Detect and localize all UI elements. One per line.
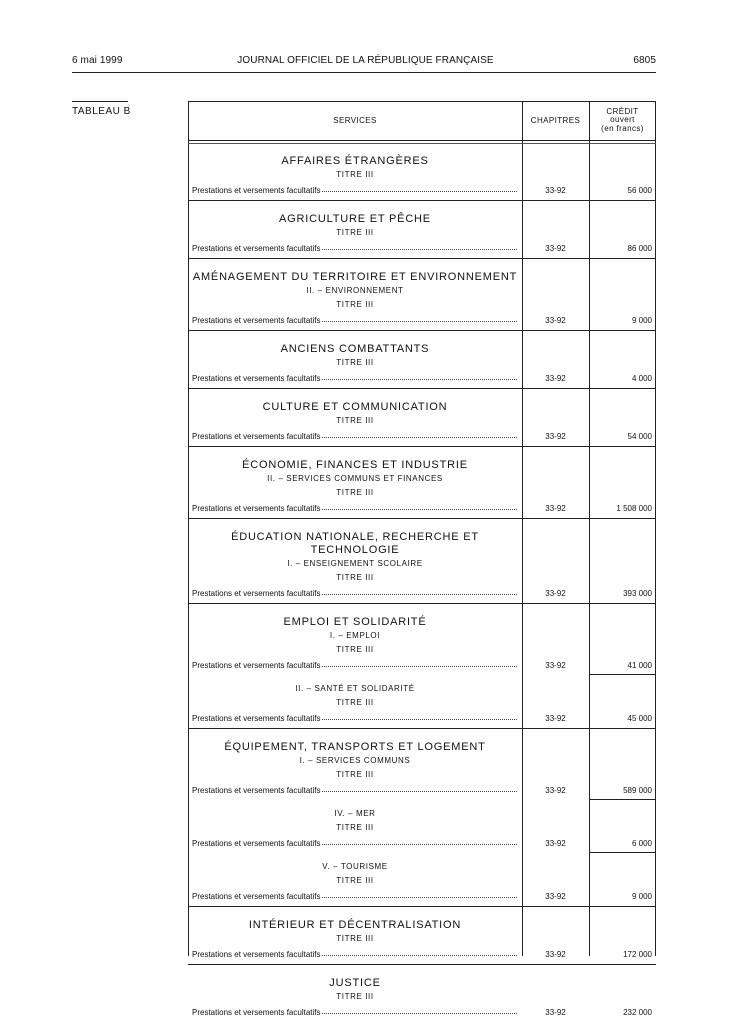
row-chapitre: 33-92 bbox=[545, 589, 566, 598]
leader-dots bbox=[322, 892, 518, 898]
section-subtitle: IV. – MER bbox=[334, 809, 376, 818]
row-credit: 86 000 bbox=[627, 244, 652, 253]
leader-dots bbox=[322, 1008, 518, 1014]
row-credit: 1 508 000 bbox=[616, 504, 652, 513]
row-label-text: Prestations et versements facultatifs bbox=[192, 661, 321, 670]
section-titre: TITRE III bbox=[336, 300, 374, 309]
row-label-text: Prestations et versements facultatifs bbox=[192, 432, 321, 441]
row-credit: 45 000 bbox=[627, 714, 652, 723]
section-titre: TITRE III bbox=[336, 876, 374, 885]
section-titre: TITRE III bbox=[336, 698, 374, 707]
leader-dots bbox=[322, 432, 518, 438]
row-label-text: Prestations et versements facultatifs bbox=[192, 316, 321, 325]
table-label: TABLEAU B bbox=[72, 106, 131, 117]
leader-dots bbox=[322, 786, 518, 792]
leader-dots bbox=[322, 589, 518, 595]
table-section bbox=[188, 853, 656, 907]
leader-dots bbox=[322, 244, 518, 250]
row-credit: 172 000 bbox=[623, 950, 652, 959]
row-credit: 9 000 bbox=[631, 316, 652, 325]
column-header-credit-line3: (en francs) bbox=[601, 123, 644, 133]
row-label-text: Prestations et versements facultatifs bbox=[192, 786, 321, 795]
table-row bbox=[188, 835, 656, 853]
row-label-text: Prestations et versements facultatifs bbox=[192, 504, 321, 513]
section-title: ANCIENS COMBATTANTS bbox=[280, 343, 430, 355]
header-rule bbox=[72, 72, 656, 73]
leader-dots bbox=[322, 661, 518, 667]
table-section bbox=[188, 331, 656, 389]
section-subtitle: II. – ENVIRONNEMENT bbox=[306, 286, 404, 295]
table-row bbox=[188, 710, 656, 728]
table-row bbox=[188, 500, 656, 518]
table-section bbox=[188, 201, 656, 259]
table-section bbox=[188, 519, 656, 604]
section-title: ÉDUCATION NATIONALE, RECHERCHE ET TECHNOLOGIE bbox=[231, 531, 479, 556]
row-label bbox=[192, 374, 518, 383]
row-credit: 41 000 bbox=[627, 661, 652, 670]
row-credit: 6 000 bbox=[631, 839, 652, 848]
row-label bbox=[192, 432, 518, 441]
row-label bbox=[192, 661, 518, 670]
row-label bbox=[192, 892, 518, 901]
table-row bbox=[188, 888, 656, 906]
row-label bbox=[192, 1008, 518, 1017]
column-header-credit-line1: CRÉDIT bbox=[606, 106, 639, 116]
leader-dots bbox=[322, 839, 518, 845]
row-chapitre: 33-92 bbox=[545, 244, 566, 253]
row-credit: 4 000 bbox=[631, 374, 652, 383]
row-credit: 232 000 bbox=[623, 1008, 652, 1017]
row-chapitre: 33-92 bbox=[545, 432, 566, 441]
table-section bbox=[188, 675, 656, 729]
leader-dots bbox=[322, 186, 518, 192]
row-label-text: Prestations et versements facultatifs bbox=[192, 950, 321, 959]
section-titre: TITRE III bbox=[336, 170, 374, 179]
row-label-text: Prestations et versements facultatifs bbox=[192, 839, 321, 848]
section-subtitle: I. – EMPLOI bbox=[329, 631, 381, 640]
section-title: JUSTICE bbox=[329, 977, 381, 989]
row-credit: 9 000 bbox=[631, 892, 652, 901]
header-divider bbox=[188, 140, 656, 141]
table-section bbox=[188, 965, 656, 1022]
row-chapitre: 33-92 bbox=[545, 374, 566, 383]
row-label bbox=[192, 316, 518, 325]
column-header-chapitres: CHAPITRES bbox=[530, 116, 581, 125]
table-row bbox=[188, 782, 656, 800]
section-titre: TITRE III bbox=[336, 358, 374, 367]
section-titre: TITRE III bbox=[336, 416, 374, 425]
row-label bbox=[192, 504, 518, 513]
leader-dots bbox=[322, 504, 518, 510]
section-titre: TITRE III bbox=[336, 823, 374, 832]
header-page-number: 6805 bbox=[633, 55, 656, 66]
header-date: 6 mai 1999 bbox=[72, 55, 123, 66]
row-label-text: Prestations et versements facultatifs bbox=[192, 1008, 321, 1017]
section-titre: TITRE III bbox=[336, 645, 374, 654]
section-title: EMPLOI ET SOLIDARITÉ bbox=[283, 616, 427, 628]
table-section bbox=[188, 447, 656, 519]
credits-table bbox=[188, 101, 656, 1017]
section-titre: TITRE III bbox=[336, 488, 374, 497]
section-title: ÉQUIPEMENT, TRANSPORTS ET LOGEMENT bbox=[224, 741, 486, 753]
row-credit: 589 000 bbox=[623, 786, 652, 795]
section-subtitle: I. – ENSEIGNEMENT SCOLAIRE bbox=[287, 559, 423, 568]
row-credit: 54 000 bbox=[627, 432, 652, 441]
row-credit: 393 000 bbox=[623, 589, 652, 598]
table-section bbox=[188, 907, 656, 965]
table-section bbox=[188, 729, 656, 800]
row-chapitre: 33-92 bbox=[545, 504, 566, 513]
table-row bbox=[188, 657, 656, 675]
table-row bbox=[188, 1004, 656, 1022]
table-row bbox=[188, 946, 656, 964]
row-label-text: Prestations et versements facultatifs bbox=[192, 244, 321, 253]
header-journal-title: JOURNAL OFFICIEL DE LA RÉPUBLIQUE FRANÇAISE bbox=[237, 55, 494, 66]
table-label-rule bbox=[72, 101, 128, 102]
table-row bbox=[188, 240, 656, 258]
row-label-text: Prestations et versements facultatifs bbox=[192, 374, 321, 383]
row-chapitre: 33-92 bbox=[545, 714, 566, 723]
row-label bbox=[192, 839, 518, 848]
row-credit: 56 000 bbox=[627, 186, 652, 195]
section-titre: TITRE III bbox=[336, 934, 374, 943]
table-row bbox=[188, 428, 656, 446]
row-label bbox=[192, 186, 518, 195]
row-chapitre: 33-92 bbox=[545, 786, 566, 795]
section-title: AGRICULTURE ET PÊCHE bbox=[279, 213, 431, 225]
row-label-text: Prestations et versements facultatifs bbox=[192, 892, 321, 901]
table-row bbox=[188, 182, 656, 200]
leader-dots bbox=[322, 316, 518, 322]
section-title: INTÉRIEUR ET DÉCENTRALISATION bbox=[248, 919, 462, 931]
row-chapitre: 33-92 bbox=[545, 186, 566, 195]
section-title: AFFAIRES ÉTRANGÈRES bbox=[281, 155, 429, 167]
table-row bbox=[188, 585, 656, 603]
table-section bbox=[188, 143, 656, 201]
row-label-text: Prestations et versements facultatifs bbox=[192, 186, 321, 195]
section-title: ÉCONOMIE, FINANCES ET INDUSTRIE bbox=[242, 459, 468, 471]
section-subtitle: II. – SANTÉ ET SOLIDARITÉ bbox=[295, 684, 415, 693]
section-titre: TITRE III bbox=[336, 770, 374, 779]
row-chapitre: 33-92 bbox=[545, 892, 566, 901]
row-label-text: Prestations et versements facultatifs bbox=[192, 589, 321, 598]
leader-dots bbox=[322, 374, 518, 380]
section-subtitle: I. – SERVICES COMMUNS bbox=[299, 756, 411, 765]
table-section bbox=[188, 389, 656, 447]
table-section bbox=[188, 800, 656, 853]
row-chapitre: 33-92 bbox=[545, 839, 566, 848]
column-header-credit bbox=[589, 101, 656, 140]
table-section bbox=[188, 604, 656, 675]
row-label bbox=[192, 950, 518, 959]
table-section bbox=[188, 259, 656, 331]
section-title: CULTURE ET COMMUNICATION bbox=[262, 401, 448, 413]
leader-dots bbox=[322, 950, 518, 956]
row-label bbox=[192, 589, 518, 598]
table-row bbox=[188, 312, 656, 330]
section-subtitle: V. – TOURISME bbox=[322, 862, 388, 871]
row-label bbox=[192, 244, 518, 253]
column-header-credit-line2: ouvert bbox=[610, 115, 635, 125]
section-titre: TITRE III bbox=[336, 228, 374, 237]
section-title: AMÉNAGEMENT DU TERRITOIRE ET ENVIRONNEMENT bbox=[192, 271, 518, 283]
row-label bbox=[192, 786, 518, 795]
row-chapitre: 33-92 bbox=[545, 661, 566, 670]
section-titre: TITRE III bbox=[336, 992, 374, 1001]
section-subtitle: II. – SERVICES COMMUNS ET FINANCES bbox=[267, 474, 443, 483]
row-label-text: Prestations et versements facultatifs bbox=[192, 714, 321, 723]
row-chapitre: 33-92 bbox=[545, 316, 566, 325]
table-body bbox=[188, 143, 656, 1022]
section-titre: TITRE III bbox=[336, 573, 374, 582]
leader-dots bbox=[322, 714, 518, 720]
row-label bbox=[192, 714, 518, 723]
row-chapitre: 33-92 bbox=[545, 1008, 566, 1017]
column-header-services: SERVICES bbox=[333, 116, 377, 125]
table-row bbox=[188, 370, 656, 388]
row-chapitre: 33-92 bbox=[545, 950, 566, 959]
